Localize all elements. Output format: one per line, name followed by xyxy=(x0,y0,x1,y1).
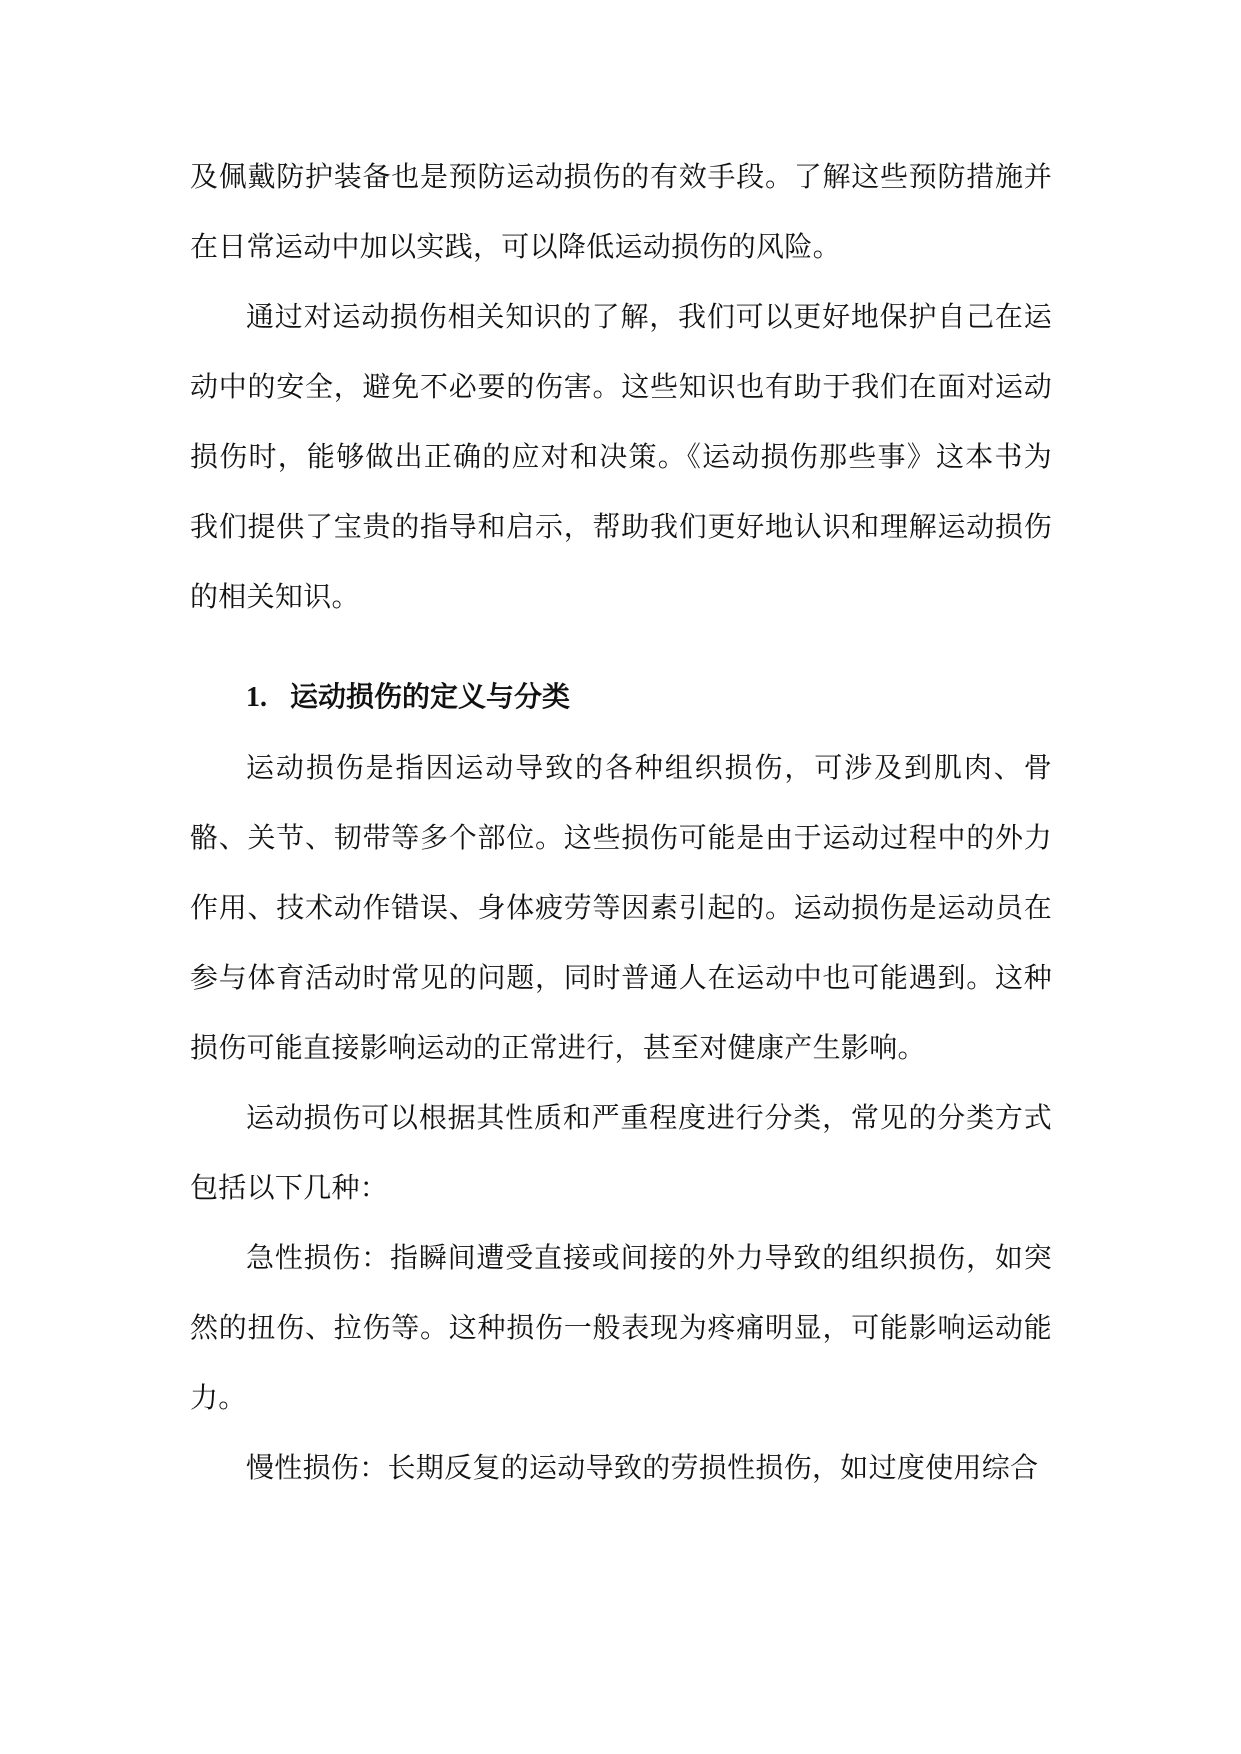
paragraph-chronic-injury: 慢性损伤：长期反复的运动导致的劳损性损伤，如过度使用综合 xyxy=(246,1451,1039,1484)
section-number: 1. xyxy=(246,682,267,713)
paragraph-continued: 及佩戴防护装备也是预防运动损伤的有效手段。了解这些预防措施并在日常运动中加以实践，可以降低运动损伤的风险。 xyxy=(190,160,1052,263)
section-title: 运动损伤的定义与分类 xyxy=(290,680,571,713)
paragraph-classification-intro: 运动损伤可以根据其性质和严重程度进行分类，常见的分类方式包括以下几种： xyxy=(190,1101,1052,1204)
paragraph-acute-injury: 急性损伤：指瞬间遭受直接或间接的外力导致的组织损伤，如突然的扭伤、拉伤等。这种损伤一般表现为疼痛明显，可能影响运动能力。 xyxy=(190,1241,1052,1414)
paragraph-summary: 通过对运动损伤相关知识的了解，我们可以更好地保护自己在运动中的安全，避免不必要的伤害。这些知识也有助于我们在面对运动损伤时，能够做出正确的应对和决策。《运动损伤那些事》这本书为我们提供了宝贵的指导和启示，帮助我们更好地认识和理解运动损伤的相关知识。 xyxy=(190,300,1052,613)
paragraph-definition: 运动损伤是指因运动导致的各种组织损伤，可涉及到肌肉、骨骼、关节、韧带等多个部位。这些损伤可能是由于运动过程中的外力作用、技术动作错误、身体疲劳等因素引起的。运动损伤是运动员在参与体育活动时常见的问题，同时普通人在运动中也可能遇到。这种损伤可能直接影响运动的正常进行，甚至对健康产生影响。 xyxy=(190,751,1052,1064)
section-heading xyxy=(190,662,1052,733)
document-body xyxy=(190,142,1052,1503)
